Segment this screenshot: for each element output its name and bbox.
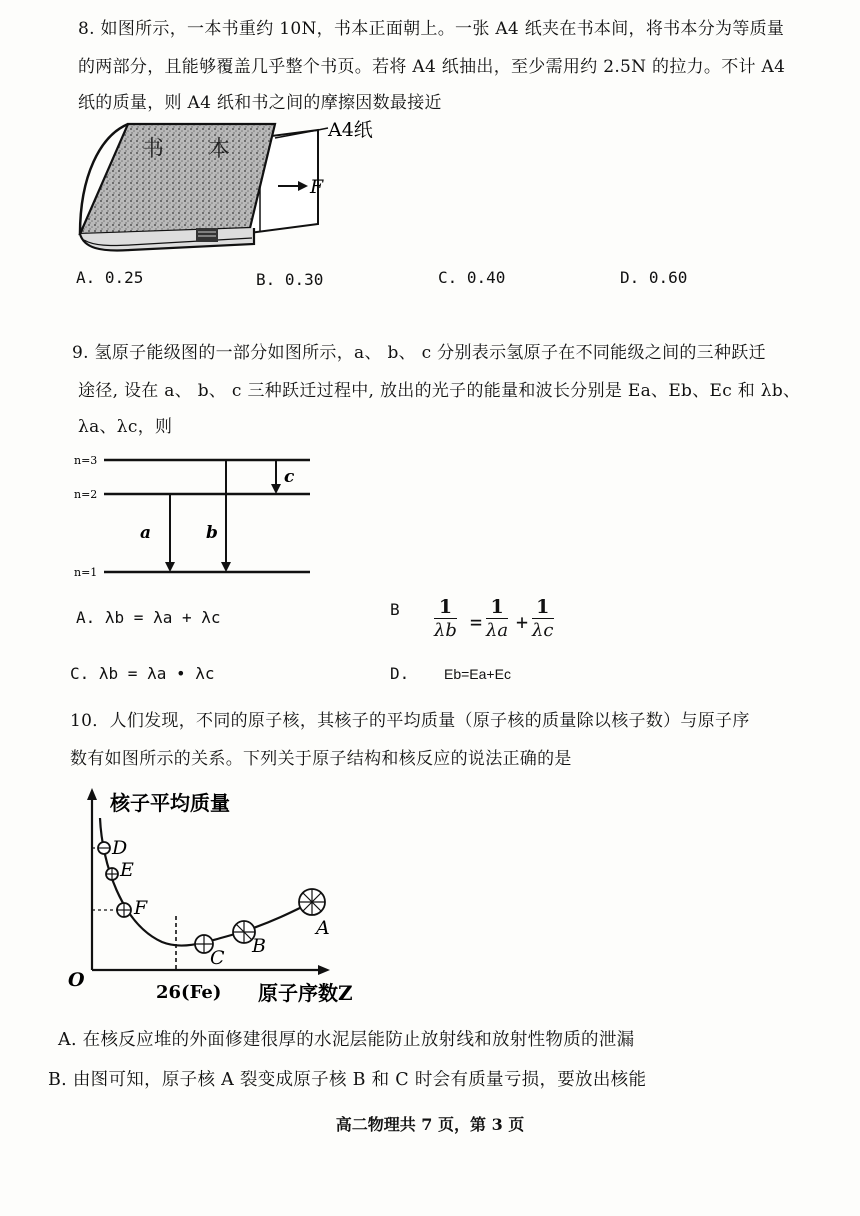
- q9-option-b-equals: =: [470, 610, 483, 634]
- x-axis-label: 原子序数Z: [258, 981, 353, 1005]
- q9-stem-line-2: 途径, 设在 a、 b、 c 三种跃迁过程中, 放出的光子的能量和波长分别是 Ea、Eb、Ec 和 λb、: [78, 381, 801, 401]
- arrow-a-label: a: [140, 523, 152, 543]
- a4-paper-label: A4纸: [328, 119, 373, 141]
- level-n1-label: n=1: [74, 566, 98, 579]
- fe-mark-label: 26(Fe): [156, 982, 222, 1003]
- q9-option-d-label: D.: [390, 664, 410, 683]
- frac-b-num: 1: [434, 596, 457, 619]
- point-a-label: A: [316, 917, 330, 939]
- nucleus-e: [106, 868, 118, 880]
- frac-c-num: 1: [532, 596, 554, 619]
- book-char-1: 书: [142, 137, 165, 162]
- frac-c-den: λc: [532, 620, 554, 641]
- q8-stem-line-3: 纸的质量，则 A4 纸和书之间的摩擦因数最接近: [78, 93, 442, 113]
- q9-option-c: C. λb = λa • λc: [70, 664, 215, 683]
- arrow-b-label: b: [206, 523, 218, 543]
- q10-stem-line-2: 数有如图所示的关系。下列关于原子结构和核反应的说法正确的是: [70, 749, 572, 769]
- q8-option-b: B. 0.30: [256, 270, 324, 289]
- arrow-c-head: [271, 484, 281, 494]
- level-n3-label: n=3: [74, 454, 98, 467]
- page-footer: 高二物理共 7 页，第 3 页: [335, 1115, 525, 1134]
- book-char-2: 本: [208, 137, 231, 162]
- q10-option-a: A. 在核反应堆的外面修建很厚的水泥层能防止放射线和放射性物质的泄漏: [58, 1030, 635, 1050]
- q9-option-b-label: B: [390, 600, 400, 619]
- frac-a-den: λa: [486, 620, 509, 641]
- point-b-label: B: [252, 935, 266, 957]
- q10-option-b: B. 由图可知，原子核 A 裂变成原子核 B 和 C 时会有质量亏损，要放出核能: [48, 1070, 647, 1090]
- q9-option-a: A. λb = λa + λc: [76, 608, 221, 627]
- q9-option-b-frac-b: [434, 596, 457, 643]
- q9-stem-line-3: λa、λc，则: [78, 417, 173, 437]
- q8-stem-line-1: 8. 如图所示，一本书重约 10N，书本正面朝上。一张 A4 纸夹在书本间，将书本分为等质量: [78, 19, 785, 39]
- energy-level-diagram: [70, 448, 320, 582]
- arrow-c-label: c: [284, 467, 295, 487]
- frac-a-num: 1: [486, 596, 508, 619]
- point-f-label: F: [134, 897, 148, 919]
- point-d-label: D: [112, 837, 128, 859]
- nucleus-a: [299, 889, 325, 915]
- arrow-a-head: [165, 562, 175, 572]
- nucleus-f: [117, 903, 131, 917]
- q8-option-c: C. 0.40: [438, 268, 506, 287]
- q8-option-d: D. 0.60: [620, 268, 688, 287]
- y-axis-label: 核子平均质量: [110, 791, 230, 815]
- q9-option-b-frac-a: [486, 596, 508, 643]
- book-figure: [70, 116, 400, 264]
- level-n2-label: n=2: [74, 488, 98, 501]
- q8-stem-line-2: 的两部分，且能够覆盖几乎整个书页。若将 A4 纸抽出，至少需用约 2.5N 的拉力。不计 A4: [78, 57, 786, 77]
- arrow-b-head: [221, 562, 231, 572]
- q9-option-d: Eb=Ea+Ec: [444, 666, 511, 682]
- q9-option-b-frac-c: [532, 596, 554, 643]
- origin-label: O: [68, 969, 85, 991]
- binding-curve-figure: [62, 784, 382, 1006]
- q8-option-a: A. 0.25: [76, 268, 144, 287]
- point-c-label: C: [210, 947, 225, 969]
- q9-stem-line-1: 9. 氢原子能级图的一部分如图所示，a、 b、 c 分别表示氢原子在不同能级之间的三种跃迁: [72, 343, 766, 363]
- q9-option-b-plus: +: [516, 610, 529, 634]
- frac-b-den: λb: [434, 620, 457, 641]
- q10-stem-line-1: 10．人们发现，不同的原子核，其核子的平均质量（原子核的质量除以核子数）与原子序: [70, 711, 750, 731]
- nucleus-d: [98, 842, 110, 854]
- point-e-label: E: [120, 859, 134, 881]
- force-label: F: [310, 176, 324, 198]
